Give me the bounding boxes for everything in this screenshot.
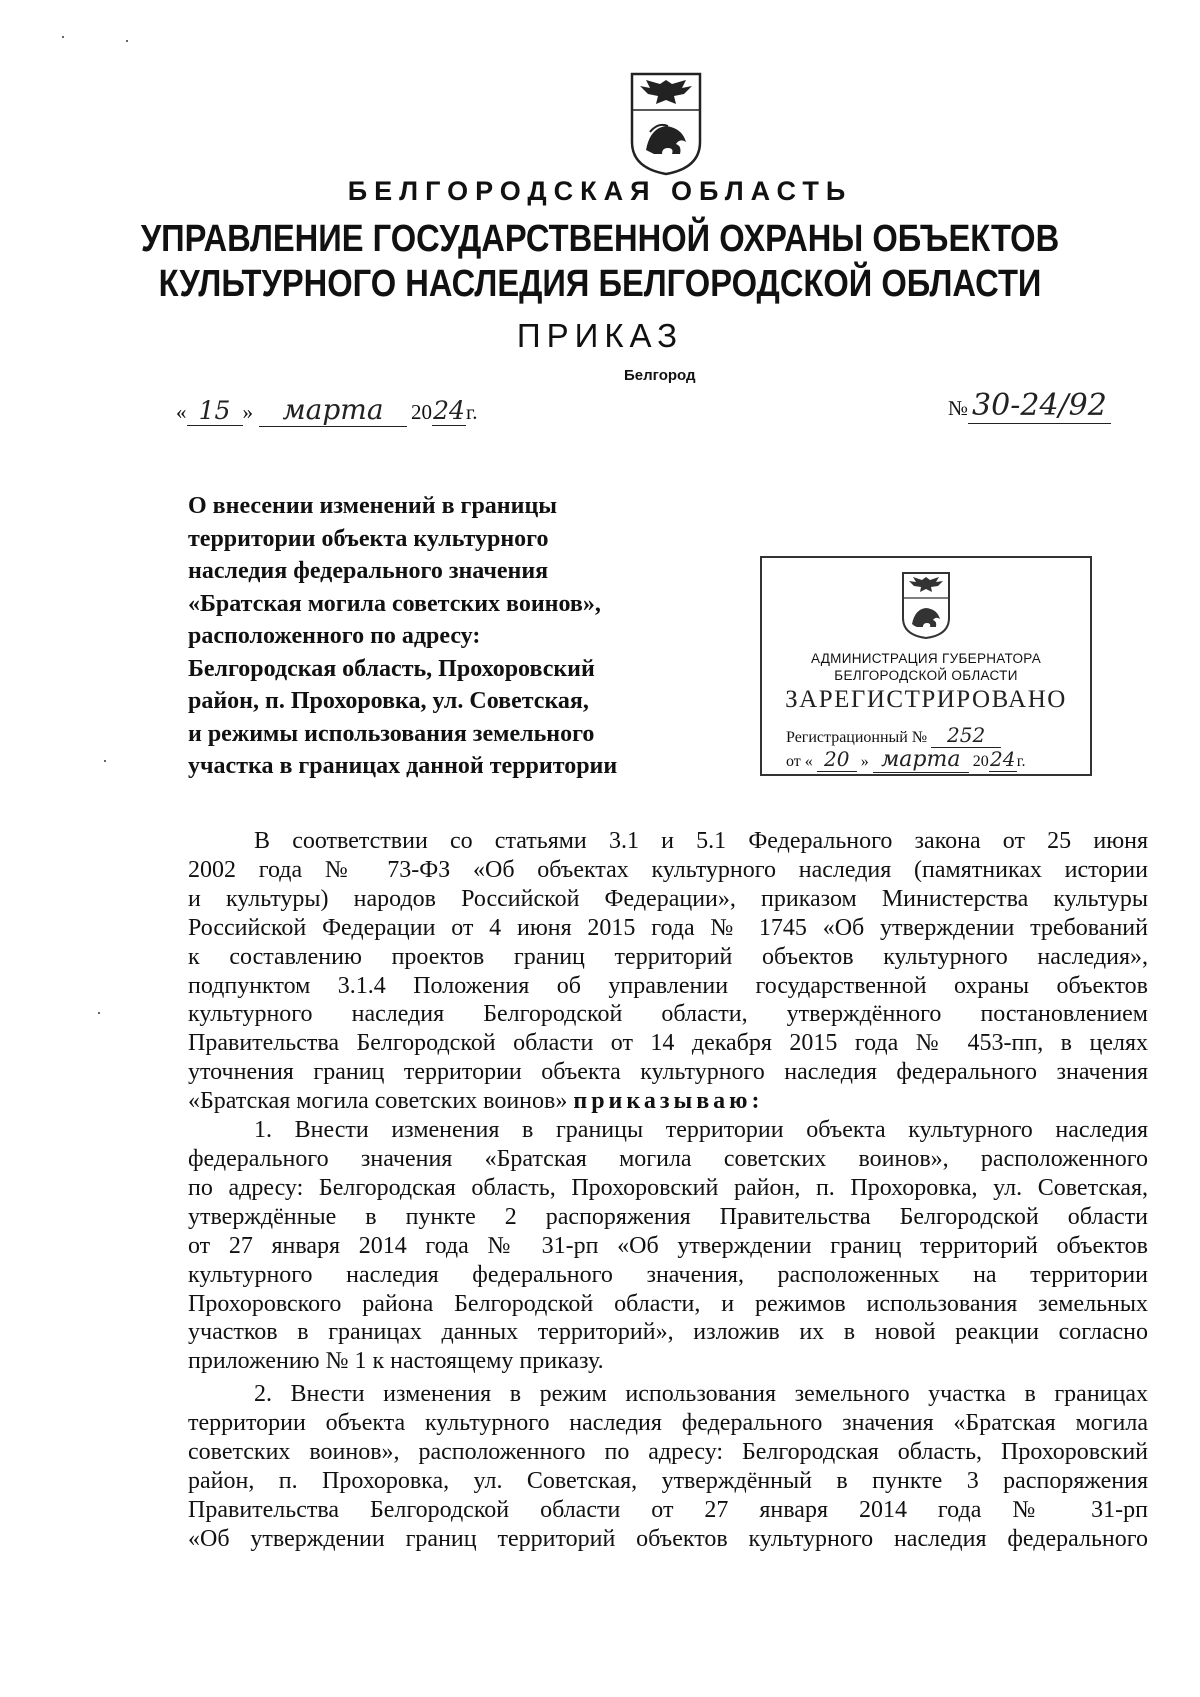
order-date	[176, 393, 478, 427]
item2-line: район, п. Прохоровка, ул. Советская, утверждённый в пункте 3 распоряжения	[188, 1467, 1148, 1494]
scan-speck	[126, 40, 128, 42]
item2-line: 2. Внести изменения в режим использования земельного участка в границах	[254, 1381, 1148, 1408]
stamp-emblem	[900, 570, 952, 640]
stamp-date-month-handwritten: марта	[873, 747, 969, 773]
item1-line: федерального значения «Братская могила советских воинов», расположенного	[188, 1145, 1148, 1172]
subject-line: территории объекта культурного	[188, 525, 549, 552]
number-sign: №	[948, 396, 969, 420]
stamp-date-suffix: г.	[1016, 753, 1026, 770]
stamp-date-year-prefix: 20	[972, 753, 989, 770]
stamp-date-day-handwritten: 20	[817, 747, 857, 772]
document-type: ПРИКАЗ	[516, 317, 684, 354]
region-heading: БЕЛГОРОДСКАЯ ОБЛАСТЬ	[347, 176, 853, 206]
scan-speck	[62, 36, 64, 38]
date-day-handwritten: 15	[187, 396, 243, 426]
date-month-handwritten: марта	[259, 393, 407, 427]
body-line: и культуры) народов Российской Федерации», приказом Министерства культуры	[188, 885, 1148, 912]
scan-speck	[104, 760, 106, 762]
registration-stamp	[760, 556, 1092, 776]
order-body	[188, 827, 1148, 1554]
item1-line: приложению № 1 к настоящему приказу.	[188, 1348, 604, 1375]
stamp-reg-number-handwritten: 252	[931, 723, 1001, 748]
scan-speck	[98, 1012, 100, 1014]
item2-line: «Об утверждении границ территорий объектов культурного наследия федерального	[188, 1525, 1148, 1552]
stamp-date-mid: »	[860, 753, 869, 770]
coat-of-arms-emblem	[628, 70, 704, 176]
order-subject	[188, 490, 658, 783]
date-year-handwritten: 24	[433, 396, 465, 425]
city-name: Белгород	[624, 367, 696, 384]
stamp-registration-number	[786, 723, 1001, 748]
item2-line: Правительства Белгородской области от 27 января 2014 года № 31-рп	[188, 1496, 1148, 1523]
date-year-mark: г.	[466, 400, 478, 424]
body-line-order-word	[188, 1087, 1148, 1116]
body-line: Российской Федерации от 4 июня 2015 года № 1745 «Об утверждении требований	[188, 914, 1148, 941]
preamble-last-text: «Братская могила советских воинов»	[188, 1088, 568, 1115]
stamp-registered-label: ЗАРЕГИСТРИРОВАНО	[785, 686, 1067, 713]
body-line: уточнения границ территории объекта культурного наследия федерального значения	[188, 1059, 1148, 1086]
subject-line: расположенного по адресу:	[188, 623, 481, 649]
date-open-quote: «	[176, 400, 187, 424]
body-line: В соответствии со статьями 3.1 и 5.1 Федерального закона от 25 июня	[254, 828, 1148, 854]
stamp-date-prefix: от «	[786, 753, 813, 770]
subject-line: и режимы использования земельного	[188, 720, 595, 747]
item1-line: 1. Внести изменения в границы территории объекта культурного наследия	[254, 1117, 1148, 1144]
subject-line: район, п. Прохоровка, ул. Советская,	[188, 688, 589, 714]
body-line: Правительства Белгородской области от 14 декабря 2015 года № 453-пп, в целях	[188, 1030, 1148, 1057]
body-line: 2002 года № 73-ФЗ «Об объектах культурного наследия (памятниках истории	[188, 856, 1148, 883]
body-line: к составлению проектов границ территорий объектов культурного наследия»,	[188, 943, 1148, 970]
item1-line: культурного наследия федерального значения, расположенных на территории	[188, 1261, 1148, 1288]
subject-line: наследия федерального значения	[188, 558, 549, 584]
order-number-handwritten: 30-24/92	[968, 388, 1111, 424]
stamp-org-line1: АДМИНИСТРАЦИЯ ГУБЕРНАТОРА	[810, 651, 1042, 666]
department-name-line1: УПРАВЛЕНИЕ ГОСУДАРСТВЕННОЙ ОХРАНЫ ОБЪЕКТОВ	[140, 218, 1060, 260]
body-line: культурного наследия Белгородской области, утверждённого постановлением	[188, 1001, 1148, 1028]
order-number	[948, 388, 1111, 424]
stamp-registration-date	[786, 747, 1026, 773]
subject-line: «Братская могила советских воинов»,	[188, 590, 601, 617]
subject-line: О внесении изменений в границы	[188, 493, 558, 519]
body-line: подпунктом 3.1.4 Положения об управлении государственной охраны объектов	[188, 972, 1148, 999]
item1-line: участков в границах данных территорий», изложив их в новой реакции согласно	[188, 1319, 1148, 1346]
item1-line: от 27 января 2014 года № 31-рп «Об утверждении границ территорий объектов	[188, 1232, 1148, 1259]
stamp-date-year-handwritten: 24	[990, 747, 1016, 771]
department-name-line2: КУЛЬТУРНОГО НАСЛЕДИЯ БЕЛГОРОДСКОЙ ОБЛАСТИ	[158, 263, 1042, 305]
date-close-quote: »	[242, 400, 253, 424]
item1-line: Прохоровского района Белгородской области, и режимов использования земельных	[188, 1290, 1148, 1317]
subject-line: Белгородская область, Прохоровский	[188, 655, 595, 682]
date-year-prefix: 20	[411, 400, 432, 424]
order-word: приказываю:	[573, 1088, 764, 1115]
item1-line: по адресу: Белгородская область, Прохоровский район, п. Прохоровка, ул. Советская,	[188, 1174, 1148, 1201]
stamp-reg-label: Регистрационный №	[786, 729, 928, 746]
item1-line: утверждённые в пункте 2 распоряжения Правительства Белгородской области	[188, 1203, 1148, 1230]
item2-line: территории объекта культурного наследия федерального значения «Братская могила	[188, 1410, 1148, 1437]
subject-line: участка в границах данной территории	[188, 753, 618, 779]
item2-line: советских воинов», расположенного по адресу: Белгородская область, Прохоровский	[188, 1439, 1148, 1466]
stamp-org-line2: БЕЛГОРОДСКОЙ ОБЛАСТИ	[834, 668, 1018, 683]
